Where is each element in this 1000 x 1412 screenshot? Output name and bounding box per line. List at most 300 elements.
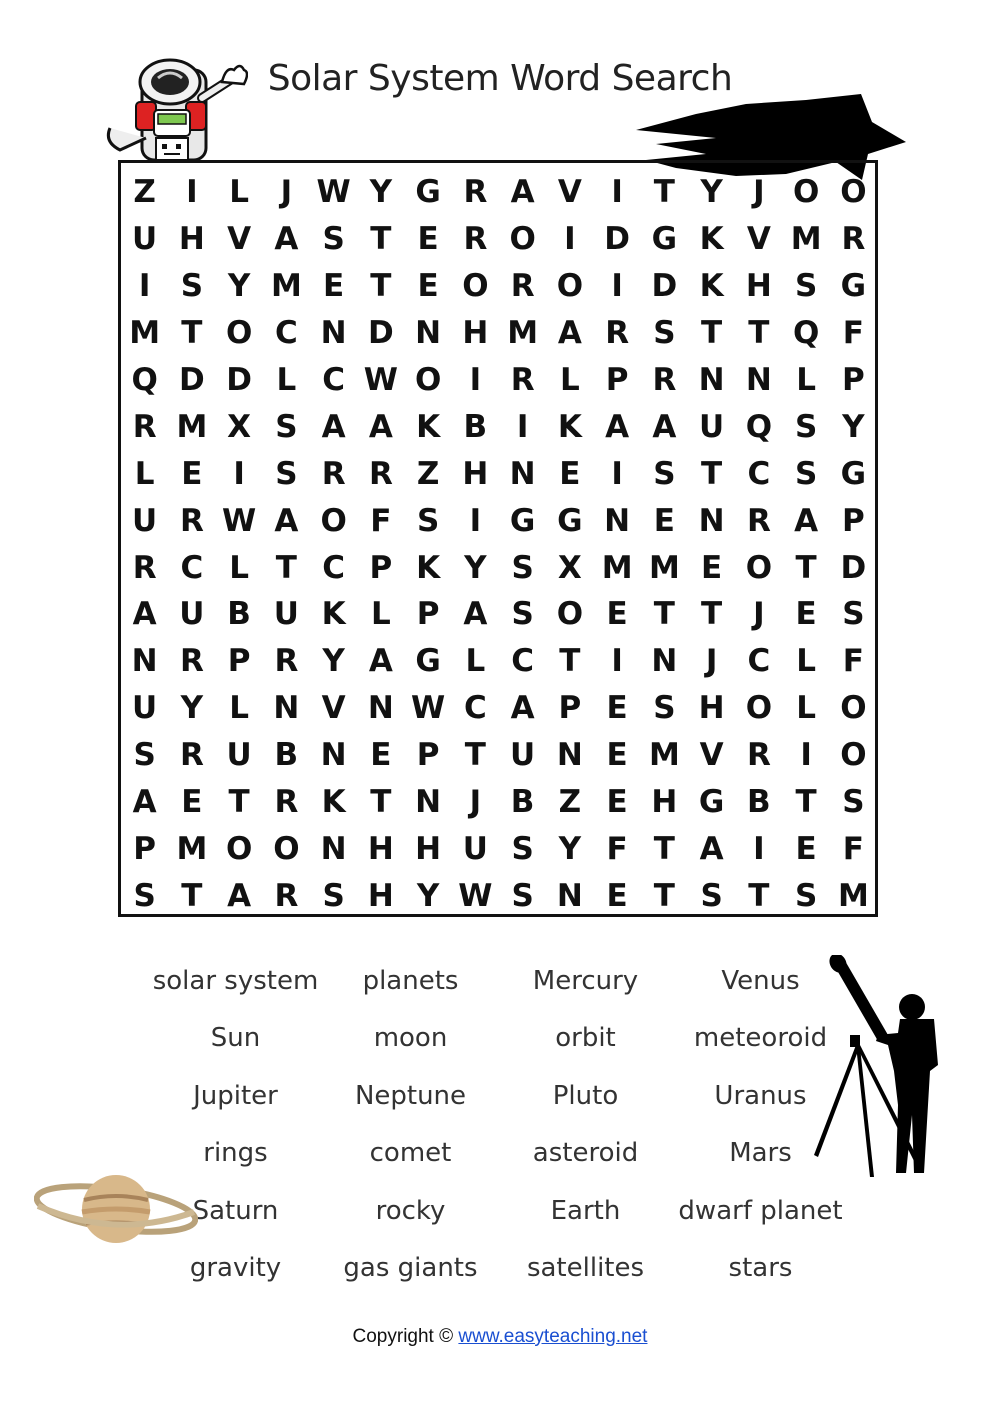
grid-letter[interactable]: N xyxy=(556,737,583,774)
grid-letter[interactable]: I xyxy=(138,268,151,305)
grid-letter[interactable]: R xyxy=(510,268,535,305)
grid-letter[interactable]: T xyxy=(228,784,250,821)
grid-letter[interactable]: L xyxy=(229,174,249,211)
word-list-item: satellites xyxy=(526,1253,645,1284)
grid-letter[interactable]: T xyxy=(748,877,770,914)
grid-letter[interactable]: F xyxy=(842,315,864,352)
grid-letter[interactable]: A xyxy=(699,830,724,867)
grid-letter[interactable]: L xyxy=(796,362,816,398)
grid-row xyxy=(121,497,877,544)
grid-letter[interactable]: U xyxy=(273,596,299,633)
grid-letter[interactable]: E xyxy=(606,877,628,914)
grid-letter[interactable]: O xyxy=(792,174,820,211)
grid-letter[interactable]: E xyxy=(181,455,203,492)
grid-letter[interactable]: A xyxy=(274,221,299,258)
grid-letter[interactable]: S xyxy=(133,737,156,774)
grid-letter[interactable]: N xyxy=(131,643,158,680)
grid-letter[interactable]: J xyxy=(753,174,765,211)
grid-letter[interactable]: I xyxy=(186,174,198,211)
grid-letter[interactable]: F xyxy=(842,643,864,680)
grid-letter[interactable]: C xyxy=(322,362,345,398)
grid-letter[interactable]: N xyxy=(698,502,725,539)
grid-letter[interactable]: G xyxy=(651,221,678,258)
grid-letter[interactable]: O xyxy=(840,737,867,774)
grid-letter[interactable]: N xyxy=(604,502,631,539)
grid-letter[interactable]: K xyxy=(321,596,346,633)
grid-row xyxy=(121,450,877,497)
grid-letter[interactable]: L xyxy=(559,362,580,398)
grid-letter[interactable]: V xyxy=(557,174,582,211)
grid-letter[interactable]: V xyxy=(227,221,252,258)
grid-letter[interactable]: T xyxy=(795,784,817,821)
grid-letter[interactable]: J xyxy=(469,784,482,821)
grid-letter[interactable]: L xyxy=(134,455,155,492)
grid-letter[interactable]: I xyxy=(611,455,623,492)
grid-letter[interactable]: S xyxy=(275,455,298,492)
grid-letter[interactable]: A xyxy=(652,408,677,445)
grid-letter[interactable]: U xyxy=(510,737,536,774)
grid-letter[interactable]: J xyxy=(753,596,765,633)
word-list-item: Earth xyxy=(550,1195,621,1226)
grid-letter[interactable]: T xyxy=(701,596,723,633)
grid-letter[interactable]: P xyxy=(133,830,156,867)
grid-letter[interactable]: Z xyxy=(416,455,440,492)
grid-letter[interactable]: M xyxy=(176,408,208,445)
word-list-item: Saturn xyxy=(192,1195,279,1226)
word-list-item: orbit xyxy=(555,1023,616,1054)
grid-letter[interactable]: T xyxy=(701,455,723,492)
grid-letter[interactable]: H xyxy=(178,221,205,258)
grid-letter[interactable]: P xyxy=(605,362,629,398)
grid-letter[interactable]: R xyxy=(463,174,488,211)
grid-letter[interactable]: E xyxy=(606,596,628,633)
grid-letter[interactable]: I xyxy=(469,502,482,539)
grid-letter[interactable]: R xyxy=(368,455,393,492)
grid-letter[interactable]: T xyxy=(653,830,675,867)
grid-letter[interactable]: H xyxy=(462,455,489,492)
grid-letter[interactable]: W xyxy=(458,877,493,914)
grid-letter[interactable]: Y xyxy=(700,174,723,211)
grid-letter[interactable]: K xyxy=(699,221,724,258)
word-list-item: Pluto xyxy=(552,1080,619,1111)
grid-letter[interactable]: I xyxy=(611,643,623,680)
grid-letter[interactable]: E xyxy=(653,502,675,539)
grid-letter[interactable]: H xyxy=(651,784,678,821)
word-list-item: gas giants xyxy=(343,1253,478,1284)
grid-letter[interactable]: E xyxy=(323,268,345,305)
grid-letter[interactable]: S xyxy=(842,784,865,821)
grid-letter[interactable]: L xyxy=(796,643,816,680)
grid-letter[interactable]: M xyxy=(648,737,680,774)
grid-letter[interactable]: C xyxy=(463,690,487,727)
grid-letter[interactable]: R xyxy=(746,502,771,539)
grid-letter[interactable]: R xyxy=(652,362,677,398)
grid-letter[interactable]: I xyxy=(611,268,623,305)
grid-letter[interactable]: H xyxy=(462,315,489,352)
grid-letter[interactable]: O xyxy=(225,315,253,352)
grid-letter[interactable]: U xyxy=(132,690,158,727)
copyright-link[interactable]: www.easyteaching.net xyxy=(458,1326,648,1347)
grid-letter[interactable]: U xyxy=(699,408,725,445)
grid-letter[interactable]: A xyxy=(605,408,630,445)
grid-letter[interactable]: G xyxy=(557,502,583,539)
grid-letter[interactable]: Z xyxy=(558,784,582,821)
grid-letter[interactable]: S xyxy=(794,408,818,445)
word-search-grid-frame xyxy=(118,160,878,917)
grid-letter[interactable]: P xyxy=(416,737,440,774)
grid-letter[interactable]: E xyxy=(795,596,817,633)
word-list-item: Sun xyxy=(210,1023,261,1054)
grid-letter[interactable]: B xyxy=(747,784,771,821)
grid-letter[interactable]: W xyxy=(363,362,398,398)
grid-letter[interactable]: W xyxy=(222,502,257,539)
grid-letter[interactable]: O xyxy=(414,362,442,398)
grid-letter[interactable]: N xyxy=(273,690,300,727)
grid-letter[interactable]: K xyxy=(321,784,346,821)
grid-letter[interactable]: R xyxy=(841,221,866,258)
grid-letter[interactable]: R xyxy=(132,549,157,586)
grid-letter[interactable]: Z xyxy=(133,174,156,211)
grid-letter[interactable]: S xyxy=(700,877,723,914)
grid-row xyxy=(121,310,877,357)
grid-letter[interactable]: P xyxy=(558,690,582,727)
grid-letter[interactable]: M xyxy=(270,268,302,305)
grid-row xyxy=(121,685,877,732)
grid-letter[interactable]: R xyxy=(179,502,204,539)
grid-letter[interactable]: K xyxy=(699,268,724,305)
grid-letter[interactable]: I xyxy=(516,408,529,445)
grid-letter[interactable]: G xyxy=(840,455,867,492)
grid-letter[interactable]: K xyxy=(416,408,441,445)
grid-letter[interactable]: A xyxy=(132,596,157,633)
grid-letter[interactable]: P xyxy=(842,502,865,539)
word-list-item: rocky xyxy=(375,1195,446,1226)
word-search-grid xyxy=(121,169,877,914)
grid-letter[interactable]: L xyxy=(229,549,249,586)
grid-letter[interactable]: T xyxy=(181,315,203,352)
grid-letter[interactable]: Y xyxy=(558,830,582,867)
grid-letter[interactable]: N xyxy=(698,362,725,398)
grid-letter[interactable]: O xyxy=(745,549,773,586)
grid-letter[interactable]: D xyxy=(226,362,252,398)
word-list xyxy=(148,952,848,1297)
grid-row xyxy=(121,825,877,872)
grid-letter[interactable]: L xyxy=(229,690,249,727)
grid-letter[interactable]: S xyxy=(133,877,156,914)
grid-letter[interactable]: O xyxy=(273,830,300,867)
grid-letter[interactable]: A xyxy=(510,174,535,211)
grid-letter[interactable]: T xyxy=(653,174,675,211)
grid-letter[interactable]: G xyxy=(509,502,536,539)
grid-letter[interactable]: S xyxy=(511,549,534,586)
grid-letter[interactable]: E xyxy=(606,784,628,821)
grid-letter[interactable]: A xyxy=(274,502,299,539)
grid-letter[interactable]: P xyxy=(842,362,865,398)
grid-letter[interactable]: G xyxy=(698,784,725,821)
grid-letter[interactable]: A xyxy=(557,315,582,352)
grid-letter[interactable]: K xyxy=(416,549,441,586)
grid-letter[interactable]: N xyxy=(651,643,678,680)
grid-letter[interactable]: L xyxy=(276,362,297,398)
grid-letter[interactable]: Y xyxy=(464,549,487,586)
grid-letter[interactable]: I xyxy=(611,174,623,211)
grid-letter[interactable]: S xyxy=(275,408,298,445)
grid-letter[interactable]: T xyxy=(653,596,675,633)
grid-letter[interactable]: A xyxy=(227,877,252,914)
grid-letter[interactable]: B xyxy=(274,737,299,774)
grid-letter[interactable]: U xyxy=(179,596,205,633)
grid-letter[interactable]: O xyxy=(840,690,867,727)
grid-letter[interactable]: B xyxy=(227,596,251,633)
grid-letter[interactable]: Q xyxy=(131,362,158,398)
grid-letter[interactable]: S xyxy=(794,268,818,305)
grid-letter[interactable]: N xyxy=(320,315,347,352)
grid-letter[interactable]: R xyxy=(274,877,299,914)
grid-letter[interactable]: R xyxy=(510,362,535,398)
grid-letter[interactable]: Y xyxy=(842,408,865,445)
word-list-item: meteoroid xyxy=(693,1023,828,1054)
word-list-item: Mars xyxy=(729,1138,792,1169)
word-list-item: Jupiter xyxy=(193,1080,278,1111)
grid-letter[interactable]: S xyxy=(842,596,865,633)
grid-letter[interactable]: A xyxy=(510,690,535,727)
grid-letter[interactable]: E xyxy=(701,549,723,586)
grid-letter[interactable]: W xyxy=(411,690,446,727)
grid-letter[interactable]: S xyxy=(653,455,676,492)
grid-letter[interactable]: J xyxy=(705,643,718,680)
grid-letter[interactable]: C xyxy=(274,315,298,352)
grid-letter[interactable]: H xyxy=(367,830,394,867)
grid-letter[interactable]: R xyxy=(321,455,346,492)
grid-letter[interactable]: O xyxy=(840,174,867,211)
grid-letter[interactable]: R xyxy=(179,737,204,774)
grid-letter[interactable]: M xyxy=(129,315,161,352)
copyright-footer xyxy=(0,1326,1000,1348)
grid-letter[interactable]: E xyxy=(606,690,628,727)
grid-letter[interactable]: N xyxy=(320,830,347,867)
grid-letter[interactable]: V xyxy=(699,737,724,774)
grid-letter[interactable]: A xyxy=(368,643,393,680)
grid-letter[interactable]: C xyxy=(747,455,771,492)
grid-letter[interactable]: E xyxy=(559,455,581,492)
grid-letter[interactable]: N xyxy=(509,455,536,492)
grid-letter[interactable]: T xyxy=(370,268,392,305)
grid-letter[interactable]: L xyxy=(796,690,816,727)
word-list-item: Uranus xyxy=(714,1080,807,1111)
word-list-item: solar system xyxy=(152,965,319,996)
grid-letter[interactable]: R xyxy=(179,643,204,680)
grid-letter[interactable]: S xyxy=(511,877,534,914)
grid-letter[interactable]: R xyxy=(746,737,771,774)
grid-letter[interactable]: M xyxy=(837,877,869,914)
grid-letter[interactable]: O xyxy=(556,268,584,305)
grid-letter[interactable]: M xyxy=(507,315,539,352)
grid-letter[interactable]: P xyxy=(369,549,393,586)
grid-letter[interactable]: Q xyxy=(792,315,820,352)
grid-row xyxy=(121,216,877,263)
grid-letter[interactable]: E xyxy=(606,737,628,774)
grid-letter[interactable]: A xyxy=(794,502,819,539)
grid-letter[interactable]: T xyxy=(370,221,392,258)
grid-letter[interactable]: P xyxy=(416,596,440,633)
grid-letter[interactable]: Y xyxy=(416,877,440,914)
grid-letter[interactable]: T xyxy=(701,315,723,352)
grid-letter[interactable]: B xyxy=(510,784,535,821)
grid-letter[interactable]: E xyxy=(417,221,439,258)
grid-letter[interactable]: U xyxy=(132,502,158,539)
grid-letter[interactable]: M xyxy=(176,830,208,867)
grid-letter[interactable]: S xyxy=(794,455,818,492)
grid-letter[interactable]: T xyxy=(464,737,486,774)
word-list-item: gravity xyxy=(189,1253,282,1284)
grid-letter[interactable]: H xyxy=(698,690,725,727)
grid-letter[interactable]: L xyxy=(370,596,391,633)
grid-row xyxy=(121,779,877,826)
grid-letter[interactable]: H xyxy=(745,268,772,305)
grid-letter[interactable]: N xyxy=(415,784,442,821)
grid-letter[interactable]: S xyxy=(322,877,345,914)
grid-letter[interactable]: R xyxy=(605,315,630,352)
grid-letter[interactable]: T xyxy=(653,877,675,914)
grid-letter[interactable]: B xyxy=(463,408,488,445)
telescope-stargazer-illustration xyxy=(806,955,946,1177)
grid-letter[interactable]: N xyxy=(320,737,347,774)
grid-letter[interactable]: R xyxy=(274,643,299,680)
grid-letter[interactable]: Q xyxy=(745,408,773,445)
page-title: Solar System Word Search xyxy=(267,58,733,99)
grid-letter[interactable]: G xyxy=(415,174,441,211)
grid-letter[interactable]: I xyxy=(564,221,576,258)
grid-letter[interactable]: T xyxy=(275,549,297,586)
grid-letter[interactable]: I xyxy=(800,737,812,774)
grid-letter[interactable]: T xyxy=(370,784,392,821)
saturn-illustration xyxy=(34,1168,198,1250)
grid-row xyxy=(121,357,877,404)
grid-letter[interactable]: T xyxy=(559,643,581,680)
grid-letter[interactable]: E xyxy=(795,830,817,867)
grid-letter[interactable]: A xyxy=(321,408,346,445)
grid-letter[interactable]: I xyxy=(469,362,482,398)
grid-row xyxy=(121,169,877,216)
grid-letter[interactable]: L xyxy=(465,643,486,680)
grid-letter[interactable]: U xyxy=(132,221,158,258)
grid-letter[interactable]: D xyxy=(368,315,394,352)
grid-letter[interactable]: J xyxy=(280,174,293,211)
grid-letter[interactable]: U xyxy=(462,830,488,867)
grid-letter[interactable]: F xyxy=(370,502,392,539)
grid-letter[interactable]: C xyxy=(322,549,345,586)
grid-letter[interactable]: S xyxy=(794,877,818,914)
astronaut-illustration xyxy=(98,58,248,163)
grid-letter[interactable]: Y xyxy=(180,690,204,727)
grid-letter[interactable]: D xyxy=(651,268,678,305)
word-list-item: planets xyxy=(362,965,459,996)
grid-letter[interactable]: O xyxy=(225,830,253,867)
grid-row xyxy=(121,544,877,591)
grid-letter[interactable]: X xyxy=(227,408,252,445)
word-list-item: comet xyxy=(369,1138,452,1169)
grid-letter[interactable]: K xyxy=(557,408,582,445)
grid-letter[interactable]: G xyxy=(840,268,867,305)
grid-letter[interactable]: F xyxy=(606,830,628,867)
grid-letter[interactable]: O xyxy=(462,268,489,305)
grid-letter[interactable]: N xyxy=(745,362,772,398)
grid-row xyxy=(121,591,877,638)
grid-letter[interactable]: S xyxy=(653,315,676,352)
grid-letter[interactable]: T xyxy=(748,315,770,352)
grid-letter[interactable]: M xyxy=(601,549,633,586)
grid-letter[interactable]: S xyxy=(511,596,534,633)
grid-letter[interactable]: X xyxy=(557,549,582,586)
grid-letter[interactable]: D xyxy=(179,362,205,398)
grid-letter[interactable]: R xyxy=(132,408,157,445)
grid-letter[interactable]: S xyxy=(511,830,534,867)
grid-letter[interactable]: E xyxy=(181,784,203,821)
grid-letter[interactable]: C xyxy=(180,549,204,586)
grid-letter[interactable]: A xyxy=(132,784,157,821)
grid-letter[interactable]: T xyxy=(795,549,817,586)
grid-letter[interactable]: I xyxy=(233,455,245,492)
grid-letter[interactable]: O xyxy=(556,596,584,633)
word-list-item: rings xyxy=(203,1138,268,1169)
grid-letter[interactable]: D xyxy=(604,221,630,258)
grid-letter[interactable]: H xyxy=(367,877,394,914)
grid-letter[interactable]: W xyxy=(316,174,351,211)
grid-letter[interactable]: V xyxy=(746,221,771,258)
grid-letter[interactable]: C xyxy=(747,643,771,680)
grid-letter[interactable]: I xyxy=(753,830,765,867)
grid-row xyxy=(121,263,877,310)
grid-letter[interactable]: E xyxy=(370,737,392,774)
grid-letter[interactable]: O xyxy=(320,502,347,539)
grid-letter[interactable]: P xyxy=(227,643,251,680)
grid-letter[interactable]: Y xyxy=(227,268,251,305)
grid-letter[interactable]: N xyxy=(415,315,442,352)
word-list-item: asteroid xyxy=(532,1138,639,1169)
grid-letter[interactable]: M xyxy=(790,221,822,258)
grid-letter[interactable]: S xyxy=(653,690,676,727)
grid-letter[interactable]: Y xyxy=(369,174,393,211)
grid-letter[interactable]: U xyxy=(226,737,252,774)
word-list-item: Venus xyxy=(721,965,800,996)
grid-letter[interactable]: S xyxy=(180,268,204,305)
grid-letter[interactable]: M xyxy=(648,549,680,586)
grid-letter[interactable]: Y xyxy=(322,643,345,680)
word-list-item: Mercury xyxy=(532,965,639,996)
grid-letter[interactable]: G xyxy=(415,643,441,680)
grid-letter[interactable]: H xyxy=(415,830,442,867)
grid-letter[interactable]: A xyxy=(368,408,393,445)
grid-letter[interactable]: R xyxy=(274,784,299,821)
grid-letter[interactable]: N xyxy=(367,690,394,727)
grid-row xyxy=(121,638,877,685)
grid-letter[interactable]: V xyxy=(321,690,346,727)
grid-letter[interactable]: R xyxy=(463,221,488,258)
grid-letter[interactable]: E xyxy=(417,268,439,305)
grid-letter[interactable]: N xyxy=(556,877,583,914)
grid-letter[interactable]: O xyxy=(745,690,773,727)
grid-letter[interactable]: S xyxy=(322,221,345,258)
grid-letter[interactable]: T xyxy=(181,877,203,914)
grid-letter[interactable]: F xyxy=(842,830,864,867)
word-list-item: Neptune xyxy=(354,1080,467,1111)
grid-letter[interactable]: O xyxy=(509,221,536,258)
word-list-item: dwarf planet xyxy=(678,1195,843,1226)
grid-letter[interactable]: A xyxy=(463,596,488,633)
grid-letter[interactable]: C xyxy=(511,643,534,680)
grid-letter[interactable]: D xyxy=(840,549,867,586)
grid-letter[interactable]: S xyxy=(416,502,440,539)
